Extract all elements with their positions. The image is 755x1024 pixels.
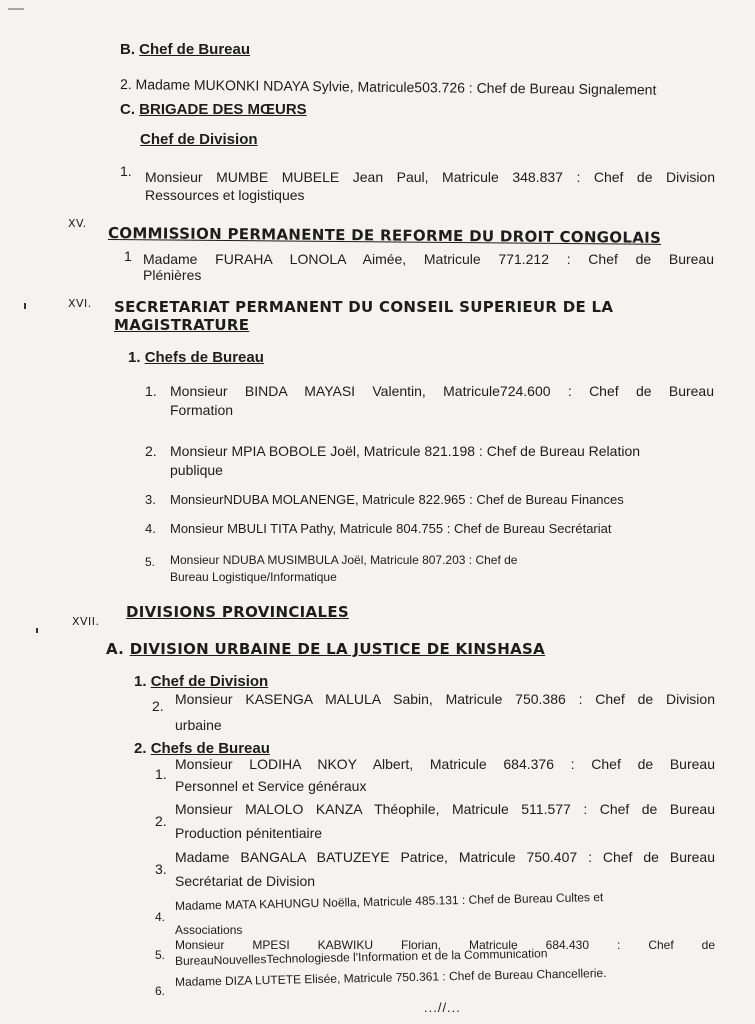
list-item-text-cont: Ressources et logistiques xyxy=(145,187,305,203)
section-xvi-title: SECRETARIAT PERMANENT DU CONSEIL SUPERIEUR DE LA xyxy=(114,298,614,316)
list-item-num: 3. xyxy=(155,861,167,877)
list-item-text-cont: BureauNouvellesTechnologiesde l'Information et de la Communication xyxy=(174,946,548,968)
list-item-text: Monsieur NDUBA MUSIMBULA Joël, Matricule 807.203 : Chef de xyxy=(170,553,518,567)
list-item-text: Madame DIZA LUTETE Elisée, Matricule 750.361 : Chef de Bureau Chancellerie. xyxy=(174,965,607,989)
list-item-text: Monsieur MUMBE MUBELE Jean Paul, Matricule 348.837 : Chef de Division xyxy=(145,169,715,185)
list-item-text: Monsieur MPIA BOBOLE Joël, Matricule 821.198 : Chef de Bureau Relation xyxy=(170,443,641,459)
list-item-num: 6. xyxy=(155,984,166,998)
list-item-text: Monsieur KASENGA MALULA Sabin, Matricule 750.386 : Chef de Division xyxy=(175,691,715,707)
subsection-heading: 1. Chefs de Bureau xyxy=(128,349,264,366)
list-item-text: Monsieur MBULI TITA Pathy, Matricule 804.755 : Chef de Bureau Secrétariat xyxy=(170,521,612,536)
list-item-text: MonsieurNDUBA MOLANENGE, Matricule 822.965 : Chef de Bureau Finances xyxy=(170,492,624,507)
list-item-num: 1. xyxy=(145,383,157,399)
section-c-heading: C. BRIGADE DES MŒURS xyxy=(120,101,307,118)
list-item-text: Monsieur MALOLO KANZA Théophile, Matricule 511.577 : Chef de Bureau xyxy=(175,801,715,817)
list-item-num: 1. xyxy=(155,766,167,782)
list-item: 1. xyxy=(120,163,132,179)
division-heading: A. DIVISION URBAINE DE LA JUSTICE DE KINSHASA xyxy=(106,640,546,658)
list-item-text-cont: publique xyxy=(170,462,223,478)
section-xvi-title-cont: MAGISTRATURE xyxy=(114,316,250,334)
list-item-num: 3. xyxy=(145,492,156,507)
subsection-heading: 1. Chef de Division xyxy=(134,673,269,690)
list-item-num: 5. xyxy=(155,948,166,962)
list-item-text-cont: Plénières xyxy=(143,267,202,283)
list-item-num: 2. xyxy=(155,813,167,829)
section-letter: B. xyxy=(120,41,135,58)
list-item-text-cont: Production pénitentiaire xyxy=(175,825,323,841)
list-item-text-cont: Bureau Logistique/Informatique xyxy=(170,570,337,584)
list-item: 2. Madame MUKONKI NDAYA Sylvie, Matricule503.726 : Chef de Bureau Signalement xyxy=(119,76,657,98)
scan-speck xyxy=(36,628,38,633)
list-item-num: 2. xyxy=(145,443,157,459)
roman-numeral: XVI. xyxy=(68,297,92,310)
section-title: Chef de Bureau xyxy=(139,41,251,58)
scan-speck xyxy=(8,8,24,10)
subsection-heading: 2. Chefs de Bureau xyxy=(134,740,270,757)
list-item-text-cont: Formation xyxy=(170,402,234,418)
list-item-num: 5. xyxy=(145,555,156,569)
roman-numeral: XVII. xyxy=(72,615,100,628)
section-xvii-title: DIVISIONS PROVINCIALES xyxy=(126,603,349,621)
list-item-text: Monsieur BINDA MAYASI Valentin, Matricule724.600 : Chef de Bureau xyxy=(170,383,714,399)
section-b-heading xyxy=(120,40,250,59)
list-item-text: Monsieur LODIHA NKOY Albert, Matricule 684.376 : Chef de Bureau xyxy=(175,756,715,772)
section-xv-title: COMMISSION PERMANENTE DE REFORME DU DROIT CONGOLAIS xyxy=(107,224,662,247)
list-item-text: Madame FURAHA LONOLA Aimée, Matricule 771.212 : Chef de Bureau xyxy=(143,251,714,267)
list-item-num: 4. xyxy=(145,521,156,536)
subsection-title: Chef de Division xyxy=(140,131,258,148)
roman-numeral: XV. xyxy=(68,217,87,230)
list-item-num: 2. xyxy=(152,698,164,714)
page-continuation-mark: ...//... xyxy=(424,1000,461,1015)
list-item-text-cont: Personnel et Service généraux xyxy=(175,778,367,794)
list-item-text: Madame BANGALA BATUZEYE Patrice, Matricule 750.407 : Chef de Bureau xyxy=(175,849,715,865)
list-item-text-cont: urbaine xyxy=(175,717,222,733)
list-item-text: Monsieur MPESI KABWIKU Florian, Matricule 684.430 : Chef de xyxy=(175,938,715,952)
list-item-text-cont: Associations xyxy=(175,923,243,937)
list-item-text-cont: Secrétariat de Division xyxy=(175,873,316,889)
list-item-text: Madame MATA KAHUNGU Noëlla, Matricule 485.131 : Chef de Bureau Cultes et xyxy=(174,890,604,913)
list-item-num: 4. xyxy=(155,910,166,924)
list-item-num: 1 xyxy=(124,248,132,264)
scan-speck xyxy=(24,303,26,309)
